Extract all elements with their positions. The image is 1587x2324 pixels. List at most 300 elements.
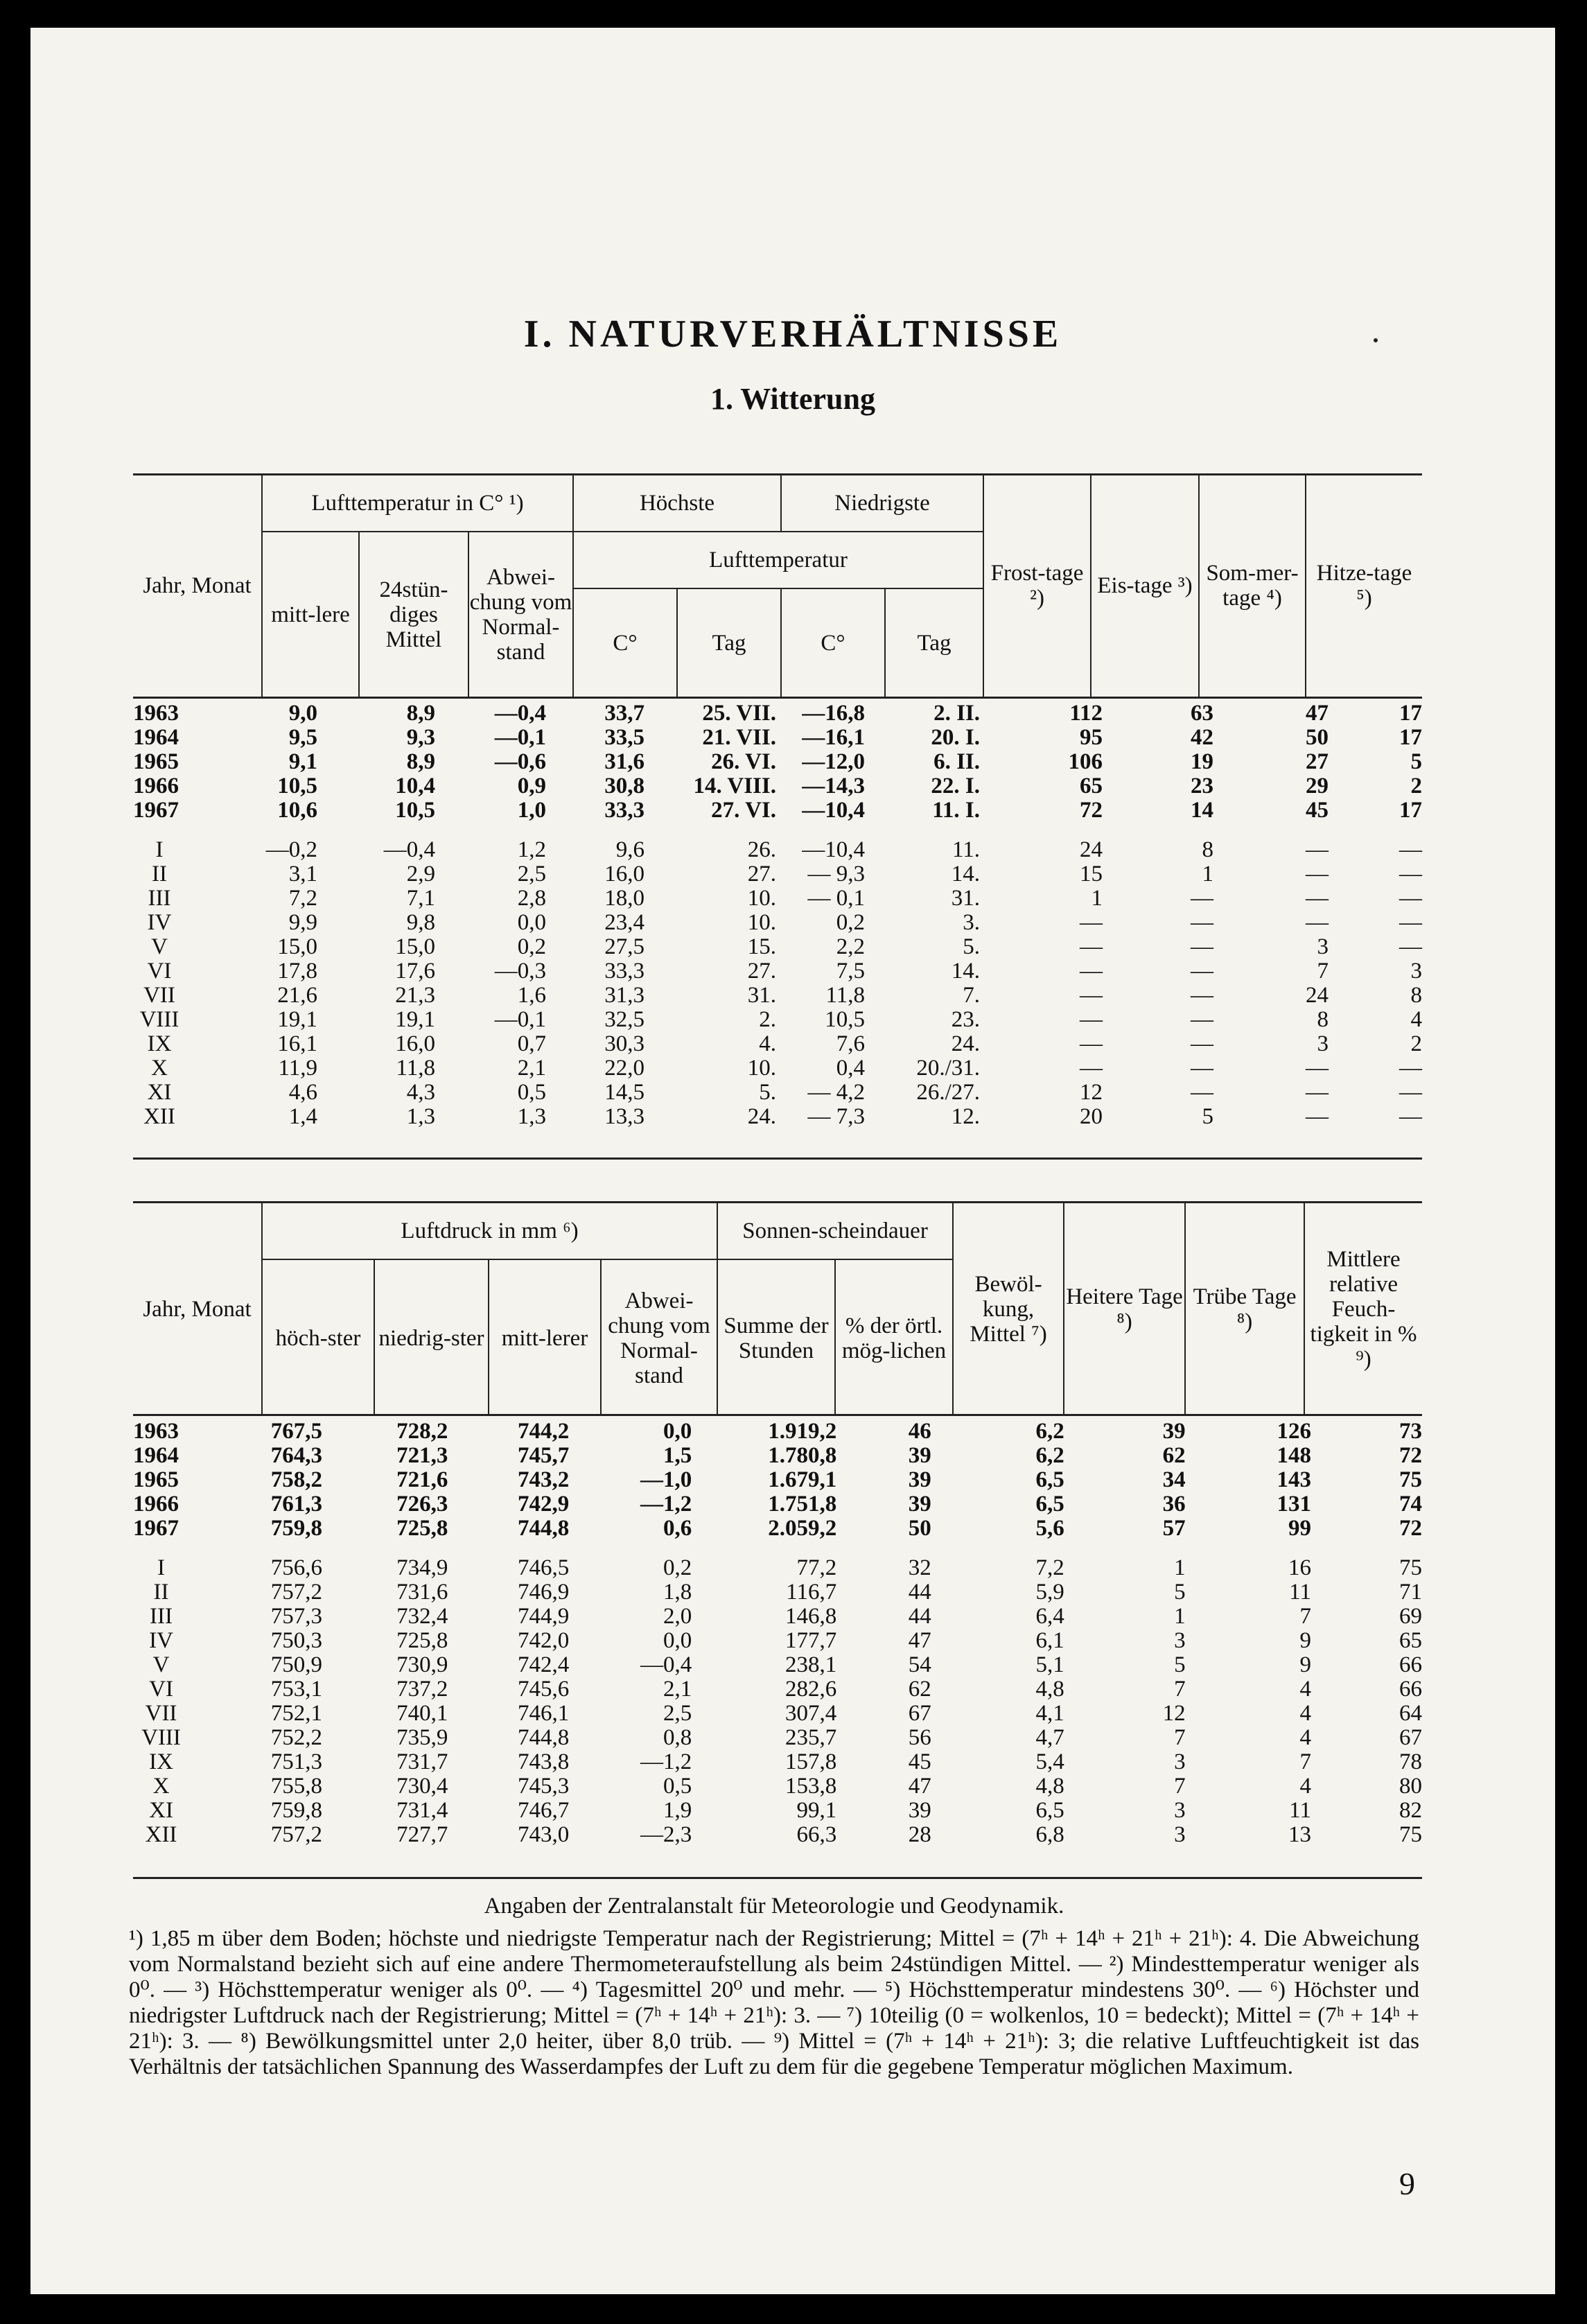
table-cell: 742,4	[517, 1652, 570, 1677]
table-cell: 4	[1299, 1701, 1311, 1726]
table-row	[133, 911, 1422, 935]
table-cell: 2,5	[663, 1701, 692, 1726]
table-cell: 31.	[951, 886, 980, 911]
table-row	[133, 838, 1422, 862]
table-cell: 753,1	[270, 1677, 323, 1702]
table-cell: 69	[1399, 1604, 1422, 1629]
table-cell: 0,0	[663, 1419, 692, 1444]
table-cell: 0,2	[836, 910, 865, 935]
table-cell: 47	[908, 1774, 931, 1799]
table-cell: 14,5	[604, 1080, 645, 1105]
table-cell: 751,3	[270, 1749, 323, 1774]
sub-title: 1. Witterung	[710, 382, 875, 416]
t2-col-sonnenschein: Sonnen-scheindauer	[717, 1203, 953, 1259]
table-cell: 728,2	[396, 1419, 448, 1444]
table-cell: —0,4	[640, 1652, 692, 1677]
table-cell: 80	[1399, 1774, 1422, 1799]
table-cell: —	[1306, 886, 1329, 911]
table-cell: 14. VIII.	[693, 774, 776, 798]
table-cell: 1	[1174, 1555, 1186, 1580]
table-cell: 14	[1191, 798, 1213, 823]
table-cell: 30,8	[604, 774, 645, 798]
table-cell: 10,5	[395, 798, 435, 823]
table-cell: 2. II.	[933, 701, 980, 726]
table-cell: —1,0	[640, 1467, 692, 1492]
table-cell: —	[1080, 1031, 1103, 1056]
table-cell: —0,4	[494, 701, 546, 726]
table-cell: —	[1399, 1080, 1422, 1105]
table-cell: —	[1306, 910, 1329, 935]
table-row	[133, 1517, 1422, 1541]
table2-months	[133, 1556, 1422, 1847]
page-number: 9	[1399, 2166, 1415, 2201]
table-cell: 0,7	[517, 1031, 546, 1056]
table-cell: 64	[1399, 1701, 1422, 1726]
table-cell: 743,2	[517, 1467, 570, 1492]
table-cell: VIII	[139, 1007, 179, 1032]
table-cell: VI	[147, 959, 172, 984]
table-cell: —	[1080, 959, 1103, 984]
table-cell: 9,1	[288, 749, 317, 774]
table-cell: 1.780,8	[768, 1443, 837, 1468]
table-cell: —	[1191, 910, 1213, 935]
table2-years	[133, 1419, 1422, 1541]
table-cell: 99,1	[796, 1798, 837, 1823]
table1-body	[133, 701, 1422, 1129]
table-cell: —14,3	[802, 774, 865, 798]
table-cell: —	[1399, 934, 1422, 959]
table-cell: 7	[1174, 1677, 1186, 1702]
table-cell: 4,3	[406, 1080, 435, 1105]
table-cell: 4	[1299, 1725, 1311, 1750]
table-row	[133, 1726, 1422, 1750]
table-cell: 6,2	[1035, 1443, 1064, 1468]
table-cell: 22,0	[604, 1056, 645, 1081]
t1-col-niedrigste-c: C°	[781, 588, 885, 697]
table-row	[133, 1677, 1422, 1702]
table-cell: 112	[1069, 701, 1103, 726]
table-cell: 31.	[747, 983, 776, 1008]
table-cell: 10,4	[395, 774, 435, 798]
table-row	[133, 726, 1422, 750]
table-cell: 4,7	[1035, 1725, 1064, 1750]
table-cell: —10,4	[802, 798, 865, 823]
print-dot	[1374, 338, 1378, 342]
table-cell: 66,3	[796, 1822, 837, 1847]
table-cell: —12,0	[802, 749, 865, 774]
table-cell: 24.	[747, 1104, 776, 1129]
table-cell: 23	[1191, 774, 1213, 798]
t2-col-summe: Summe der Stunden	[717, 1259, 835, 1416]
table-cell: 75	[1399, 1822, 1422, 1847]
table-cell: 2,8	[517, 886, 546, 911]
table-cell: 17	[1399, 701, 1422, 726]
table-cell: 50	[1306, 725, 1329, 750]
table-row	[133, 1556, 1422, 1580]
table-cell: 11,8	[396, 1056, 435, 1081]
table-cell: 67	[1399, 1725, 1422, 1750]
t2-col-mittlerer: mitt-lerer	[489, 1259, 601, 1416]
table-cell: 721,6	[396, 1467, 448, 1492]
table-cell: — 9,3	[807, 862, 865, 886]
table-row	[133, 1492, 1422, 1517]
table-cell: 7,5	[836, 959, 865, 984]
table-cell: 9,6	[615, 837, 645, 862]
table-cell: 7.	[963, 983, 980, 1008]
table-cell: 6,2	[1035, 1419, 1064, 1444]
table-cell: 3	[1174, 1798, 1186, 1823]
table-row	[133, 1580, 1422, 1605]
table-cell: IV	[147, 910, 172, 935]
table-cell: 72	[1399, 1516, 1422, 1541]
table-cell: 27,5	[604, 934, 645, 959]
table-row	[133, 1823, 1422, 1847]
table-cell: 1,3	[406, 1104, 435, 1129]
table-cell: 12	[1162, 1701, 1186, 1726]
table-cell: 19	[1191, 749, 1213, 774]
table-cell: I	[155, 837, 164, 862]
table-cell: 9,3	[406, 725, 435, 750]
t1-col-frosttage: Frost-tage ²)	[983, 475, 1091, 697]
table-cell: 21,6	[277, 983, 317, 1008]
table-cell: 17	[1399, 798, 1422, 823]
table-cell: 72	[1080, 798, 1103, 823]
table-cell: 177,7	[785, 1628, 837, 1653]
table2-gap	[133, 1541, 1422, 1556]
table-cell: 1,8	[663, 1580, 692, 1605]
t2-col-luftdruck: Luftdruck in mm ⁶)	[262, 1203, 717, 1259]
table-cell: 18,0	[604, 886, 645, 911]
table-cell: 131	[1277, 1492, 1311, 1517]
table-cell: 24	[1080, 837, 1103, 862]
table2-bottom-rule	[133, 1877, 1422, 1879]
table-cell: 27. VI.	[711, 798, 776, 823]
table-row	[133, 959, 1422, 984]
table-cell: 19,1	[395, 1007, 435, 1032]
table-cell: —	[1191, 1031, 1213, 1056]
table-cell: 6,5	[1035, 1492, 1064, 1517]
table-cell: 20. I.	[931, 725, 980, 750]
table-cell: —	[1191, 886, 1213, 911]
table-cell: 47	[908, 1628, 931, 1653]
table-cell: 3.	[963, 910, 980, 935]
table2-body	[133, 1419, 1422, 1847]
table-cell: 34	[1162, 1467, 1186, 1492]
t2-col-prozent: % der örtl. mög-lichen	[835, 1259, 953, 1416]
table-cell: 15,0	[277, 934, 317, 959]
table-cell: 3	[1317, 1031, 1329, 1056]
t2-col-truebe: Trübe Tage ⁸)	[1185, 1203, 1304, 1416]
table-cell: 5	[1202, 1104, 1213, 1129]
table-cell: 27	[1306, 749, 1329, 774]
table-cell: —	[1399, 910, 1422, 935]
table-cell: 62	[1162, 1443, 1186, 1468]
table-cell: 75	[1399, 1467, 1422, 1492]
table-cell: 39	[1162, 1419, 1186, 1444]
table-cell: — 4,2	[807, 1080, 865, 1105]
table-cell: 8	[1410, 983, 1422, 1008]
table-cell: 16,0	[604, 862, 645, 886]
table-cell: 116,7	[786, 1580, 837, 1605]
table-cell: 7,2	[1035, 1555, 1064, 1580]
table-cell: 20./31.	[916, 1056, 980, 1081]
table-cell: —	[1399, 837, 1422, 862]
table-cell: 3	[1317, 934, 1329, 959]
table2-header	[133, 1203, 1422, 1416]
t1-col-niedrigste: Niedrigste	[781, 475, 983, 532]
table-cell: 99	[1288, 1516, 1311, 1541]
table-cell: 2,9	[406, 862, 435, 886]
table-cell: 2.	[759, 1007, 776, 1032]
table-cell: XI	[147, 1080, 172, 1105]
table-cell: 727,7	[396, 1822, 448, 1847]
t1-col-lufttemperatur-sub: Lufttemperatur	[573, 532, 983, 588]
table-cell: 31,3	[604, 983, 645, 1008]
table-cell: 9,0	[288, 701, 317, 726]
table-row	[133, 1032, 1422, 1056]
t1-col-hoechste: Höchste	[573, 475, 781, 532]
table-cell: 106	[1068, 749, 1103, 774]
t1-col-niedrigste-tag: Tag	[885, 588, 983, 697]
table-cell: 3	[1410, 959, 1422, 984]
table-cell: 10.	[747, 910, 776, 935]
table-cell: 6,8	[1035, 1822, 1064, 1847]
table-cell: 744,2	[517, 1419, 570, 1444]
table-cell: 9	[1299, 1652, 1311, 1677]
table-cell: 726,3	[396, 1492, 448, 1517]
t2-col-abweichung: Abwei-chung vom Normal-stand	[601, 1259, 717, 1416]
table-cell: 82	[1399, 1798, 1422, 1823]
notes	[129, 1894, 1419, 2080]
table-cell: 10.	[747, 1056, 776, 1081]
table-cell: 757,3	[270, 1604, 323, 1629]
table-cell: 5.	[759, 1080, 776, 1105]
table-cell: —0,1	[494, 1007, 546, 1032]
table-row	[133, 1105, 1422, 1129]
table-cell: 731,7	[396, 1749, 448, 1774]
table-cell: 44	[908, 1580, 931, 1605]
t2-col-hoechster: höch-ster	[262, 1259, 374, 1416]
table-cell: 731,6	[396, 1580, 448, 1605]
table-cell: 7,2	[288, 886, 317, 911]
table-cell: 730,9	[396, 1652, 448, 1677]
table-cell: 77,2	[796, 1555, 837, 1580]
table-cell: 65	[1399, 1628, 1422, 1653]
table-cell: 32	[908, 1555, 931, 1580]
table-cell: 146,8	[785, 1604, 837, 1629]
table-row	[133, 1750, 1422, 1774]
table-cell: 67	[908, 1701, 931, 1726]
table-cell: 16	[1288, 1555, 1311, 1580]
table-cell: —	[1191, 1056, 1213, 1081]
table-cell: —	[1080, 1007, 1103, 1032]
table-cell: 42	[1191, 725, 1213, 750]
table-cell: 8,9	[406, 749, 435, 774]
table-cell: III	[150, 1604, 173, 1629]
document-page	[30, 28, 1555, 2294]
table-cell: 3	[1174, 1822, 1186, 1847]
table-cell: 2.059,2	[768, 1516, 837, 1541]
table-cell: 15.	[747, 934, 776, 959]
table-cell: — 0,1	[807, 886, 865, 911]
table-cell: 16,1	[277, 1031, 317, 1056]
table-cell: 5	[1174, 1580, 1186, 1605]
table-cell: 14.	[951, 862, 980, 886]
table-cell: 0,4	[836, 1056, 865, 1081]
table-cell: VI	[149, 1677, 173, 1702]
table-cell: —	[1080, 934, 1103, 959]
table-cell: 26. VI.	[711, 749, 776, 774]
table1-header	[133, 475, 1422, 697]
table-cell: 7,1	[406, 886, 435, 911]
table-cell: 0,2	[517, 934, 546, 959]
table-cell: 28	[908, 1822, 931, 1847]
table-cell: 767,5	[270, 1419, 323, 1444]
table-cell: —0,3	[494, 959, 546, 984]
table-cell: V	[152, 1652, 170, 1677]
table-cell: 1965	[133, 749, 179, 774]
table-cell: 10.	[747, 886, 776, 911]
table-row	[133, 750, 1422, 774]
table-cell: VII	[145, 1701, 177, 1726]
table-cell: 126	[1277, 1419, 1311, 1444]
table-cell: 15	[1080, 862, 1103, 886]
table-cell: 1964	[133, 1443, 179, 1468]
table-row	[133, 886, 1422, 911]
table-cell: 12.	[951, 1104, 980, 1129]
table-cell: 746,5	[517, 1555, 570, 1580]
table-cell: 13	[1288, 1822, 1311, 1847]
table-cell: III	[148, 886, 171, 911]
table-cell: 1,0	[517, 798, 546, 823]
t2-col-jahr-monat: Jahr, Monat	[143, 1297, 252, 1322]
table-cell: 743,8	[517, 1749, 570, 1774]
table-cell: 36	[1162, 1492, 1186, 1517]
table-row	[133, 774, 1422, 798]
table-cell: 25. VII.	[702, 701, 776, 726]
table-cell: 66	[1399, 1677, 1422, 1702]
table-cell: 9	[1299, 1628, 1311, 1653]
table-cell: 33,7	[604, 701, 645, 726]
table-cell: 746,7	[517, 1798, 570, 1823]
table-cell: 0,0	[663, 1628, 692, 1653]
table-cell: 54	[908, 1652, 931, 1677]
table-cell: 1.919,2	[768, 1419, 837, 1444]
table-cell: 1,2	[517, 837, 546, 862]
table-cell: 10,5	[277, 774, 317, 798]
table-row	[133, 1056, 1422, 1081]
table-cell: —	[1399, 1104, 1422, 1129]
table-cell: 23.	[951, 1007, 980, 1032]
table-cell: 50	[908, 1516, 931, 1541]
table-cell: —	[1191, 1007, 1213, 1032]
table-cell: 1.751,8	[768, 1492, 837, 1517]
table-cell: 26./27.	[916, 1080, 980, 1105]
table-cell: 238,1	[785, 1652, 837, 1677]
table-cell: 62	[908, 1677, 931, 1702]
table-cell: 1967	[133, 798, 179, 823]
table-cell: 31,6	[604, 749, 645, 774]
table-cell: 14.	[951, 959, 980, 984]
table-cell: 4,8	[1035, 1677, 1064, 1702]
table-cell: 725,8	[396, 1516, 448, 1541]
table-cell: 33,3	[604, 959, 645, 984]
table-cell: 745,3	[517, 1774, 570, 1799]
table-cell: 26.	[747, 837, 776, 862]
t1-col-eistage: Eis-tage ³)	[1091, 475, 1199, 697]
table-cell: 235,7	[785, 1725, 837, 1750]
table-cell: 757,2	[270, 1822, 323, 1847]
t2-col-heitere: Heitere Tage ⁸)	[1064, 1203, 1185, 1416]
table-cell: 12	[1080, 1080, 1103, 1105]
table-cell: XII	[143, 1104, 175, 1129]
t1-col-hitzetage: Hitze-tage ⁵)	[1306, 475, 1422, 697]
table-cell: 756,6	[270, 1555, 323, 1580]
table-cell: 1966	[133, 774, 179, 798]
table-cell: —16,1	[802, 725, 865, 750]
table-cell: —0,6	[494, 749, 546, 774]
table-cell: 759,8	[270, 1798, 323, 1823]
table-cell: 11.	[952, 837, 980, 862]
table-cell: 1963	[133, 701, 179, 726]
table-cell: —	[1306, 862, 1329, 886]
table-cell: —	[1191, 934, 1213, 959]
table-row	[133, 798, 1422, 823]
table-cell: —	[1306, 1080, 1329, 1105]
table-cell: 752,1	[270, 1701, 323, 1726]
table-cell: 7	[1174, 1774, 1186, 1799]
table-row	[133, 1444, 1422, 1468]
table-cell: IV	[149, 1628, 173, 1653]
t1-col-abweichung: Abwei-chung vom Normal-stand	[468, 532, 573, 697]
table-cell: 761,3	[270, 1492, 323, 1517]
table-cell: 3,1	[288, 862, 317, 886]
t1-col-lufttemperatur: Lufttemperatur in C° ¹)	[262, 475, 573, 532]
table-cell: 6. II.	[933, 749, 980, 774]
t2-col-niedrigster: niedrig-ster	[374, 1259, 489, 1416]
table-cell: 4	[1299, 1677, 1311, 1702]
table-cell: —0,1	[494, 725, 546, 750]
table-cell: 78	[1399, 1749, 1422, 1774]
table-cell: 27.	[747, 959, 776, 984]
table-cell: 20	[1080, 1104, 1103, 1129]
table-cell: 46	[908, 1419, 931, 1444]
table-cell: 764,3	[270, 1443, 323, 1468]
table-cell: 734,9	[396, 1555, 448, 1580]
table-cell: 0,5	[517, 1080, 546, 1105]
table-cell: X	[152, 1774, 170, 1799]
table-cell: 74	[1399, 1492, 1422, 1517]
table-cell: 21,3	[395, 983, 435, 1008]
table-cell: —2,3	[640, 1822, 692, 1847]
table-cell: 0,2	[663, 1555, 692, 1580]
table-cell: 17,6	[395, 959, 435, 984]
table-cell: 737,2	[396, 1677, 448, 1702]
table-cell: —	[1191, 983, 1213, 1008]
table-cell: 7	[1317, 959, 1329, 984]
table-cell: 3	[1174, 1749, 1186, 1774]
table-cell: 11,9	[278, 1056, 317, 1081]
table-cell: 24.	[951, 1031, 980, 1056]
table-cell: —	[1306, 837, 1329, 862]
main-title: I. NATURVERHÄLTNISSE	[523, 313, 1062, 356]
table-cell: —	[1399, 886, 1422, 911]
table-cell: 8	[1317, 1007, 1329, 1032]
table-cell: 7	[1174, 1725, 1186, 1750]
t1-col-mittlere: mitt-lere	[262, 532, 359, 697]
table-cell: 0,0	[517, 910, 546, 935]
table-cell: 744,8	[517, 1516, 570, 1541]
